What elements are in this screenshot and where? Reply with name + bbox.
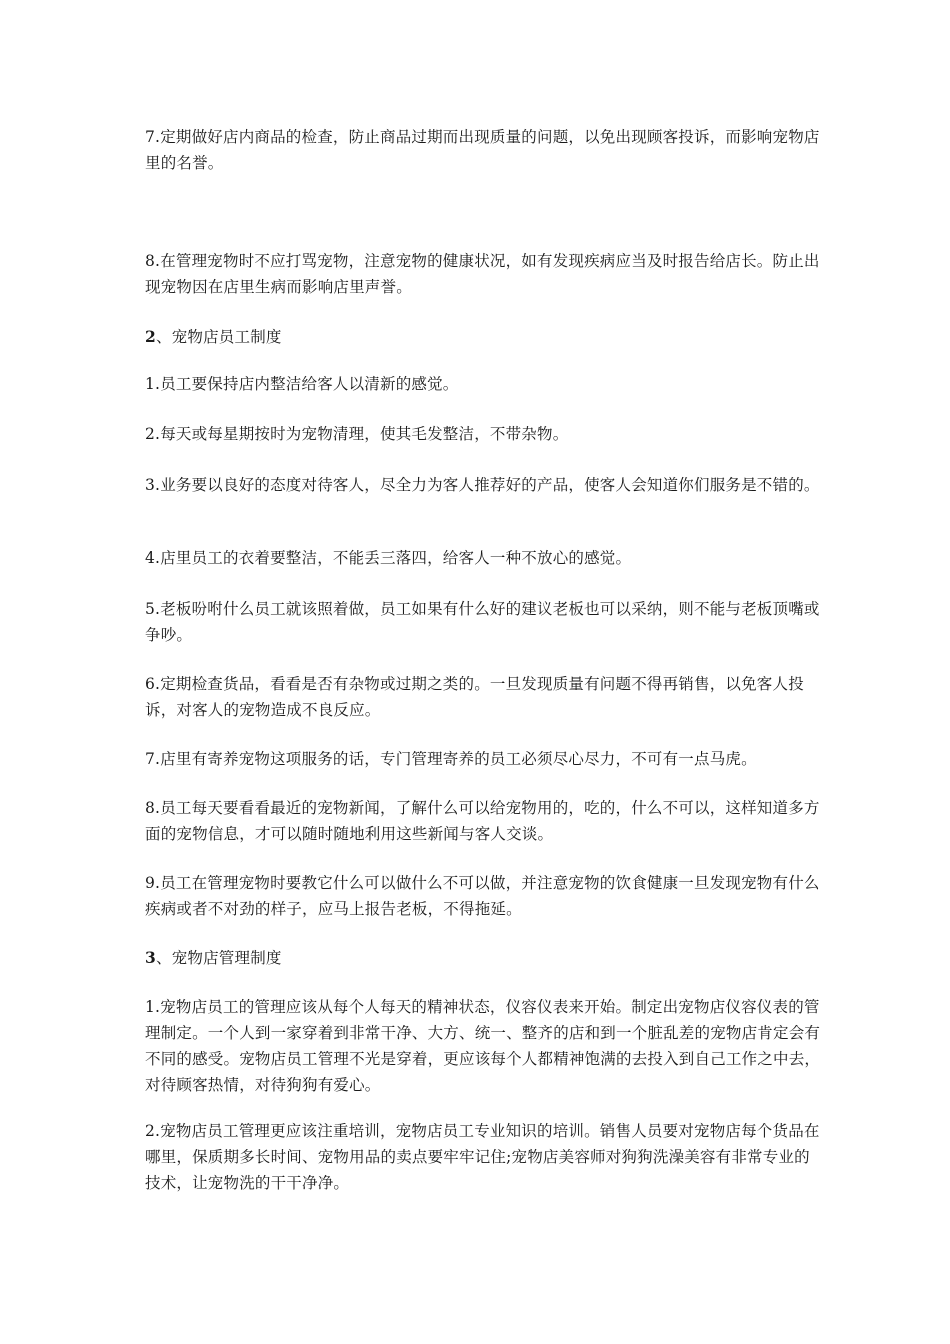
section-2-title: 、宠物店员工制度	[156, 328, 282, 346]
section-2-item-4: 4.店里员工的衣着要整洁，不能丢三落四，给客人一种不放心的感觉。	[145, 549, 632, 567]
section-3-heading	[145, 945, 825, 971]
section-3-title: 、宠物店管理制度	[156, 949, 282, 967]
section-2-number: 2	[145, 327, 156, 346]
section-3-item-1: 1.宠物店员工的管理应该从每个人每天的精神状态，仪容仪表来开始。制定出宠物店仪容仪表的管理制定。一个人到一家穿着到非常干净、大方、统一、整齐的店和到一个脏乱差的宠物店肯定会有不同的感受。宠物店员工管理不光是穿着，更应该每个人都精神饱满的去投入到自己工作之中去，对待顾客热情，对待狗狗有爱心。	[145, 998, 821, 1094]
section-2-item-1: 1.员工要保持店内整洁给客人以清新的感觉。	[145, 375, 459, 393]
section-2-item-5: 5.老板吩咐什么员工就该照着做，员工如果有什么好的建议老板也可以采纳，则不能与老板顶嘴或争吵。	[145, 600, 820, 644]
section-2-item-9: 9.员工在管理宠物时要教它什么可以做什么不可以做，并注意宠物的饮食健康一旦发现宠物有什么疾病或者不对劲的样子，应马上报告老板，不得拖延。	[145, 874, 820, 918]
section-2-item-3: 3.业务要以良好的态度对待客人，尽全力为客人推荐好的产品，使客人会知道你们服务是不错的。	[145, 476, 820, 494]
section-2-item-6: 6.定期检查货品，看看是否有杂物或过期之类的。一旦发现质量有问题不得再销售，以免客人投诉，对客人的宠物造成不良反应。	[145, 675, 804, 719]
section-2-item-7: 7.店里有寄养宠物这项服务的话，专门管理寄养的员工必须尽心尽力，不可有一点马虎。	[145, 750, 757, 768]
paragraph-8-pet-care: 8.在管理宠物时不应打骂宠物，注意宠物的健康状况，如有发现疾病应当及时报告给店长。防止出现宠物因在店里生病而影响店里声誉。	[145, 252, 820, 296]
section-3-item-2: 2.宠物店员工管理更应该注重培训，宠物店员工专业知识的培训。销售人员要对宠物店每个货品在哪里，保质期多长时间、宠物用品的卖点要牢牢记住;宠物店美容师对狗狗洗澡美容有非常专业的技术，让宠物洗的干干净净。	[145, 1122, 820, 1192]
section-3-number: 3	[145, 948, 156, 967]
section-2-heading	[145, 324, 825, 350]
paragraph-7-product-check: 7.定期做好店内商品的检查，防止商品过期而出现质量的问题，以免出现顾客投诉，而影响宠物店里的名誉。	[145, 128, 820, 172]
section-2-item-8: 8.员工每天要看看最近的宠物新闻，了解什么可以给宠物用的，吃的，什么不可以，这样知道多方面的宠物信息，才可以随时随地利用这些新闻与客人交谈。	[145, 799, 820, 843]
section-2-item-2: 2.每天或每星期按时为宠物清理，使其毛发整洁，不带杂物。	[145, 425, 569, 443]
